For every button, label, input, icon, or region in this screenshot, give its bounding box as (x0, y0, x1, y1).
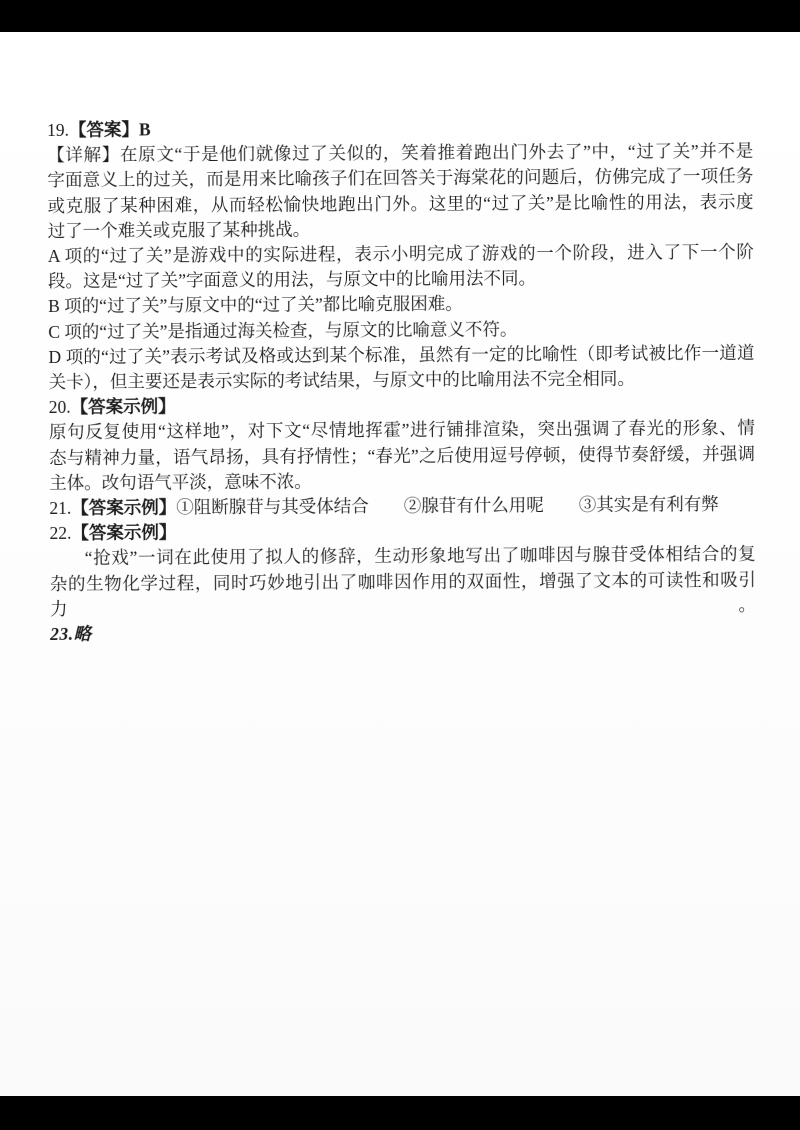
text-segment: 段。这是“过了关”字面意义的用法，与原文中的比喻用法不同。 (47, 268, 537, 292)
text-segment: 【答案示例】 (71, 497, 177, 518)
text-segment: A 项的“过了关”是游戏中的实际进程，表示小明完成了游戏的一个阶段，进入了下一个阶 (47, 241, 754, 267)
text-segment: 过了一个难关或克服了某种挑战。 (47, 219, 311, 241)
text-segment: 23.略 (50, 623, 92, 645)
text-segment: 态与精神力量，语气昂扬，具有抒情性；“春光”之后使用逗号停顿，使得节奏舒缓，并强调 (49, 443, 756, 468)
letterbox-bottom-bar (0, 1096, 800, 1130)
text-segment: 【答案示例】 (71, 522, 177, 544)
text-segment: 关卡），但主要还是表示实际的考试结果，与原文中的比喻用法不完全相同。 (48, 368, 635, 393)
text-segment: C 项的“过了关”是指通过海关检查，与原文的比喻意义不符。 (48, 318, 518, 342)
text-segment: B 项的“过了关”与原文中的“过了关”都比喻克服困难。 (48, 293, 463, 317)
text-segment: 或克服了某种困难，从而轻松愉快地跑出门外。这里的“过了关”是比喻性的用法，表示度 (47, 191, 754, 216)
text-line (50, 567, 756, 622)
text-line (47, 189, 753, 219)
letterbox-top-bar (0, 0, 800, 32)
text-segment: 杂的生物化学过程，同时巧妙地引出了咖啡因作用的双面性，增强了文本的可读性和吸引力。 (49, 569, 757, 619)
text-segment: 19. (47, 119, 70, 140)
text-line (49, 492, 755, 522)
text-segment: B (138, 119, 151, 140)
document-page (0, 32, 800, 1096)
text-segment: D 项的“过了关”表示考试及格或达到某个标准，虽然有一定的比喻性（即考试被比作一道道 (48, 342, 755, 367)
text-segment: 20. (48, 397, 71, 418)
text-segment: 21. (49, 497, 72, 519)
text-segment: 主体。改句语气平淡，意味不浓。 (49, 471, 312, 493)
text-line (49, 441, 755, 471)
text-line (48, 341, 754, 371)
text-line (49, 416, 755, 446)
text-line (48, 240, 754, 270)
text-line (50, 542, 756, 572)
text-segment: 【答案】 (68, 119, 140, 140)
text-line (50, 618, 756, 648)
text-segment: 原句反复使用“这样地”，对下文“尽情地挥霍”进行铺排渲染，突出强调了春光的形象、情 (48, 418, 755, 443)
text-segment: 【答案示例】 (70, 396, 176, 418)
text-segment: 22. (49, 523, 72, 544)
text-block (47, 114, 756, 648)
text-segment: “抢戏”一词在此使用了拟人的修辞，生动形象地写出了咖啡因与腺苷受体相结合的复 (84, 544, 756, 569)
text-line (47, 164, 753, 194)
text-segment: 【详解】在原文“于是他们就像过了关似的，笑着推着跑出门外去了”中，“过了关”并不是 (47, 140, 754, 166)
text-segment: ①阻断腺苷与其受体结合 ②腺苷有什么用呢 ③其实是有利有弊 (176, 493, 719, 518)
text-segment: 字面意义上的过关，而是用来比喻孩子们在回答关于海棠花的问题后，仿佛完成了一项任务 (47, 166, 754, 191)
